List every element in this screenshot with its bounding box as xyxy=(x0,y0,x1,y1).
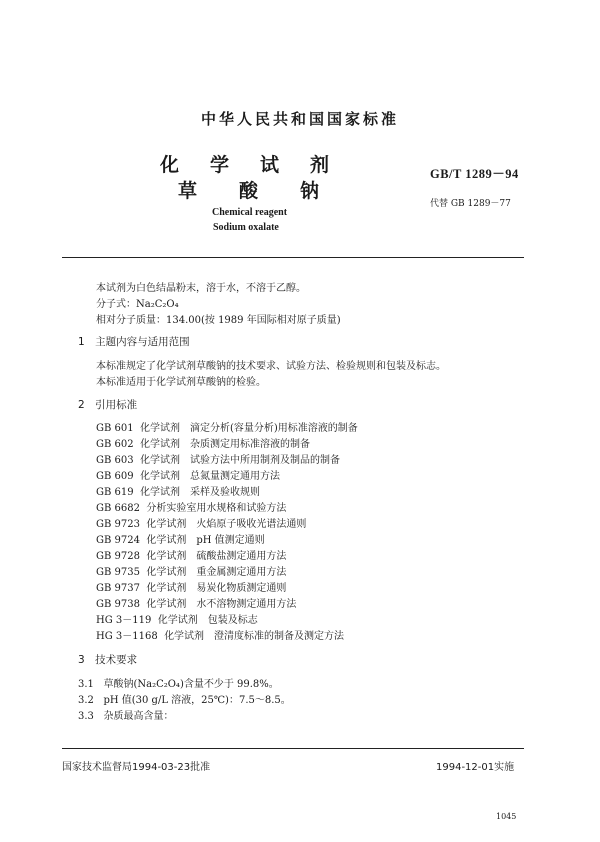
reference-item xyxy=(96,563,286,578)
requirement-number: 3.3 xyxy=(78,711,94,722)
reference-code: GB 601 xyxy=(96,423,134,434)
reference-item xyxy=(96,627,344,642)
section1-heading: 1 主题内容与适用范围 xyxy=(78,336,190,348)
issuing-body-title: 中华人民共和国国家标准 xyxy=(200,110,399,128)
reference-code: GB 9738 xyxy=(96,599,140,610)
reference-item xyxy=(96,435,310,450)
title-english-line1: Chemical reagent xyxy=(212,207,288,218)
section1-paragraph2: 本标准适用于化学试剂草酸钠的检验。 xyxy=(96,377,266,388)
reference-title: 化学试剂 重金属测定通用方法 xyxy=(146,567,287,578)
reference-code: HG 3－119 xyxy=(96,615,152,626)
reference-title: 分析实验室用水规格和试验方法 xyxy=(146,503,287,514)
intro-formula: 分子式：Na₂C₂O₄ xyxy=(96,299,179,310)
reference-item xyxy=(96,547,286,562)
reference-title: 化学试剂 杂质测定用标准溶液的制备 xyxy=(139,439,310,450)
reference-item xyxy=(96,595,296,610)
replaces-standard: 代替 GB 1289－77 xyxy=(430,199,511,209)
header-divider xyxy=(62,257,524,258)
reference-code: GB 609 xyxy=(96,471,134,482)
reference-code: GB 619 xyxy=(96,487,134,498)
reference-title: 化学试剂 pH 值测定通则 xyxy=(146,535,265,546)
reference-item xyxy=(96,611,258,626)
requirement-item xyxy=(78,707,173,722)
approval-date: 国家技术监督局1994-03-23批准 xyxy=(62,762,211,773)
footer-divider xyxy=(62,748,524,749)
reference-title: 化学试剂 易炭化物质测定通则 xyxy=(146,583,287,594)
title-english-line2: Sodium oxalate xyxy=(213,222,279,233)
requirement-text: pH 值(30 g/L 溶液，25℃)：7.5～8.5。 xyxy=(103,695,291,706)
requirement-item xyxy=(78,675,279,690)
reference-code: GB 9723 xyxy=(96,519,140,530)
reference-title: 化学试剂 试验方法中所用制剂及制品的制备 xyxy=(139,455,340,466)
reference-title: 化学试剂 硫酸盐测定通用方法 xyxy=(146,551,287,562)
section2-heading: 2 引用标准 xyxy=(78,399,138,411)
reference-item xyxy=(96,451,340,466)
reference-code: GB 9735 xyxy=(96,567,140,578)
reference-code: GB 9737 xyxy=(96,583,140,594)
reference-code: GB 9728 xyxy=(96,551,140,562)
requirement-text: 草酸钠(Na₂C₂O₄)含量不少于 99.8%。 xyxy=(103,679,279,690)
reference-item xyxy=(96,531,265,546)
reference-title: 化学试剂 滴定分析(容量分析)用标准溶液的制备 xyxy=(139,423,358,434)
title-chinese-line1: 化学试剂 xyxy=(160,154,361,176)
standard-number: GB/T 1289－94 xyxy=(430,167,519,181)
reference-code: GB 602 xyxy=(96,439,134,450)
reference-code: GB 6682 xyxy=(96,503,140,514)
requirement-text: 杂质最高含量： xyxy=(103,711,174,722)
reference-item xyxy=(96,499,286,514)
implementation-date: 1994-12-01实施 xyxy=(436,762,515,773)
page-number: 1045 xyxy=(496,812,517,821)
reference-code: GB 603 xyxy=(96,455,134,466)
intro-description: 本试剂为白色结晶粉末，溶于水，不溶于乙醇。 xyxy=(96,283,306,294)
reference-title: 化学试剂 总氮量测定通用方法 xyxy=(139,471,280,482)
reference-code: GB 9724 xyxy=(96,535,140,546)
section1-paragraph1: 本标准规定了化学试剂草酸钠的技术要求、试验方法、检验规则和包装及标志。 xyxy=(96,361,446,372)
reference-title: 化学试剂 火焰原子吸收光谱法通则 xyxy=(146,519,307,530)
intro-molecular-weight: 相对分子质量：134.00(按 1989 年国际相对原子质量) xyxy=(96,315,341,326)
reference-title: 化学试剂 采样及验收规则 xyxy=(139,487,260,498)
reference-code: HG 3－1168 xyxy=(96,631,158,642)
title-chinese-line2: 草酸钠 xyxy=(178,180,362,202)
requirement-number: 3.1 xyxy=(78,679,94,690)
reference-item xyxy=(96,515,306,530)
reference-item xyxy=(96,579,286,594)
reference-item xyxy=(96,483,260,498)
reference-item xyxy=(96,467,280,482)
reference-title: 化学试剂 包装及标志 xyxy=(157,615,258,626)
reference-item xyxy=(96,419,358,434)
requirement-item xyxy=(78,691,291,706)
requirement-number: 3.2 xyxy=(78,695,94,706)
reference-title: 化学试剂 水不溶物测定通用方法 xyxy=(146,599,297,610)
reference-title: 化学试剂 澄清度标准的制备及测定方法 xyxy=(164,631,345,642)
section3-heading: 3 技术要求 xyxy=(78,654,138,666)
